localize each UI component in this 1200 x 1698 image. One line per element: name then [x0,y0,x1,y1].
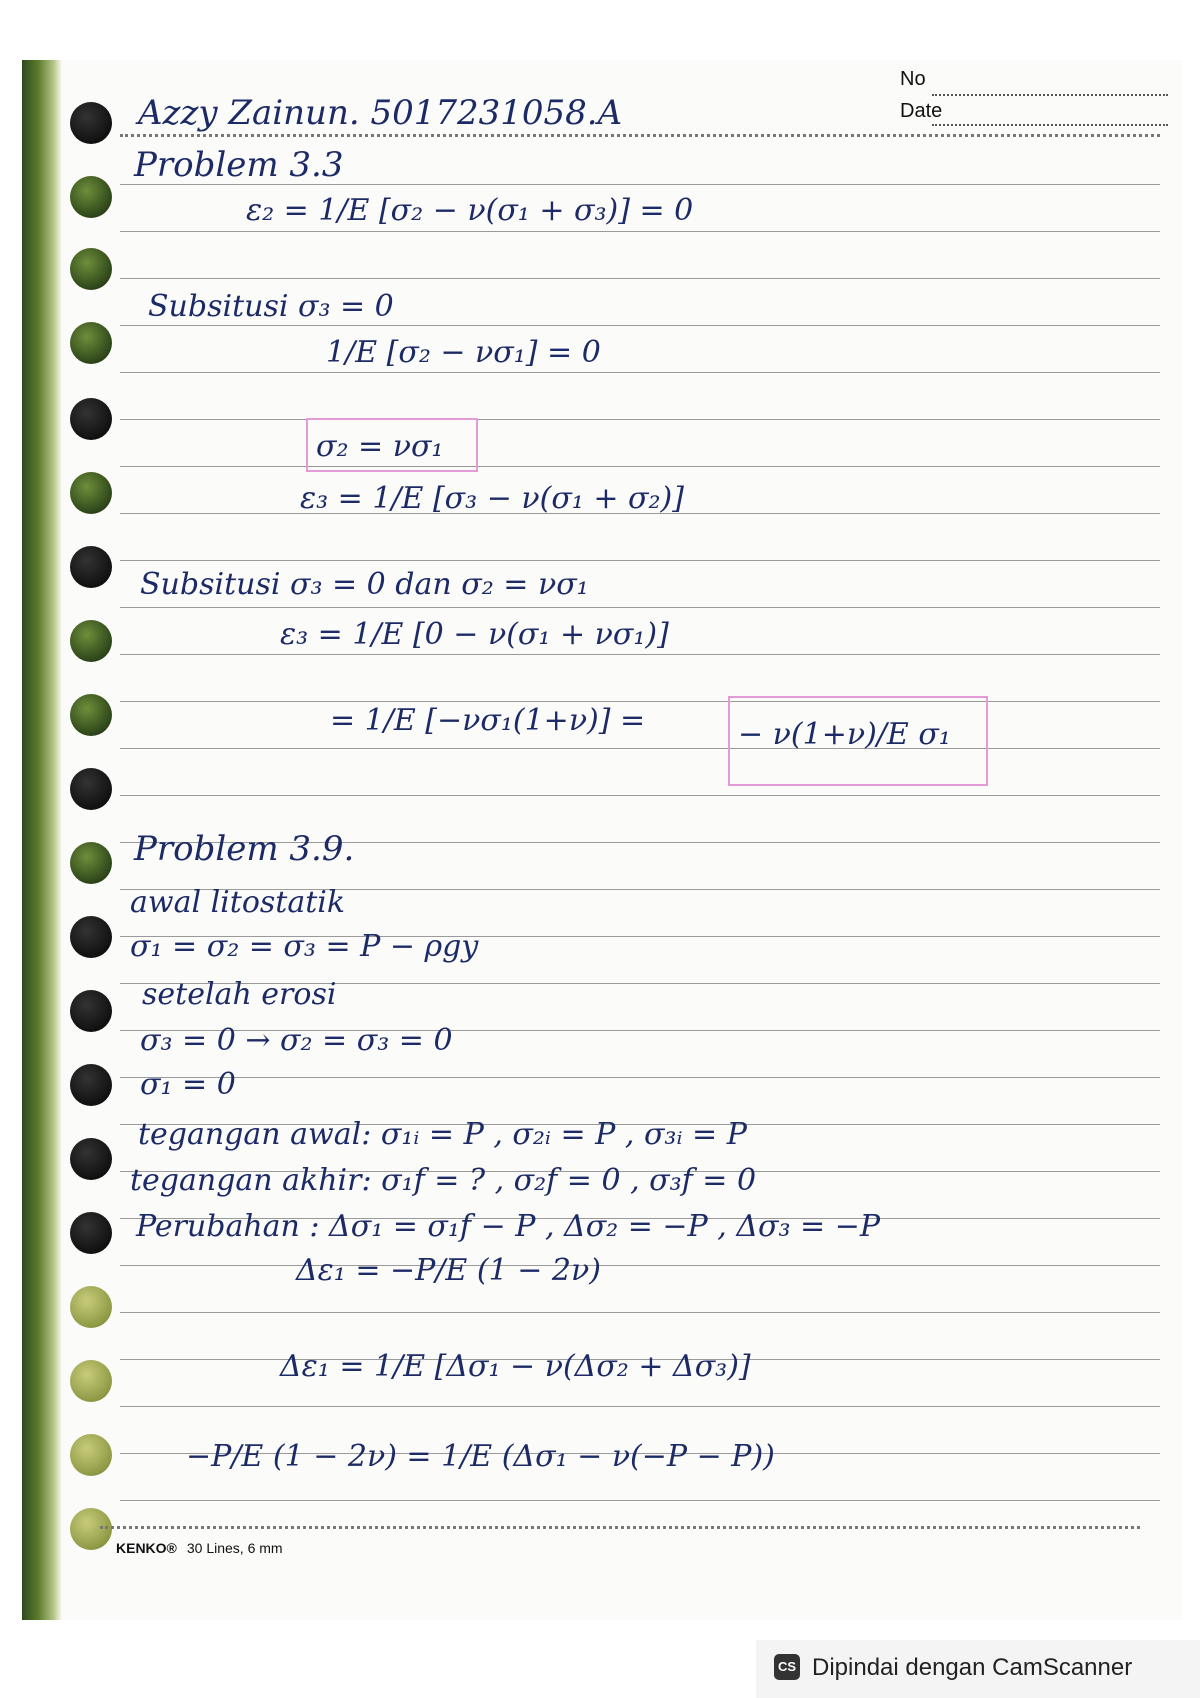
ruled-line [120,654,1160,655]
binder-hole [70,322,112,364]
eq-combined: −P/E (1 − 2ν) = 1/E (Δσ₁ − ν(−P − P)) [186,1439,775,1474]
ruled-line [120,701,1160,702]
final-stress: tegangan akhir: σ₁f = ? , σ₂f = 0 , σ₃f = 0 [130,1163,757,1198]
binder-hole [70,1212,112,1254]
binder-hole [70,1360,112,1402]
eq-epsilon3-simplified: = 1/E [−νσ₁(1+ν)] = [330,703,646,738]
date-label: Date [900,100,943,122]
ruled-line [120,1406,1160,1407]
binder-hole [70,990,112,1032]
binder-hole [70,102,112,144]
binder-hole [70,1064,112,1106]
author-line: Azzy Zainun. 5017231058.A [138,93,623,133]
ruled-line [120,748,1160,749]
binder-hole [70,916,112,958]
substitution-line: Subsitusi σ₃ = 0 [148,289,394,324]
ruled-line [120,466,1160,467]
eq-lithostatic: σ₁ = σ₂ = σ₃ = P − ρgy [130,929,479,964]
page-edge-shadow [22,60,62,1620]
ruled-line [120,795,1160,796]
binder-hole [70,398,112,440]
eq-sigma1-zero: σ₁ = 0 [140,1067,236,1102]
eq-epsilon3-sub: ε₃ = 1/E [0 − ν(σ₁ + νσ₁)] [280,617,669,652]
binder-hole [70,546,112,588]
ruled-line [120,1312,1160,1313]
ruled-line [120,560,1160,561]
ruled-line [120,278,1160,279]
binder-hole [70,1434,112,1476]
substitution-line-2: Subsitusi σ₃ = 0 dan σ₂ = νσ₁ [140,567,589,602]
camscanner-watermark [756,1640,1200,1698]
initial-condition: awal litostatik [130,885,346,920]
ruled-line [120,325,1160,326]
binder-hole [70,768,112,810]
binder-hole [70,176,112,218]
brand-name: KENKO® [116,1540,177,1556]
camscanner-logo-icon: CS [774,1654,800,1680]
binder-hole [70,472,112,514]
eq-step: 1/E [σ₂ − νσ₁] = 0 [326,335,601,370]
ruled-line [120,1077,1160,1078]
binder-hole [70,842,112,884]
eq-sigma2-result: σ₂ = νσ₁ [316,429,444,464]
stress-change: Perubahan : Δσ₁ = σ₁f − P , Δσ₂ = −P , Δσ₃ = −P [136,1209,881,1244]
date-line [932,124,1168,126]
ruled-line [120,607,1160,608]
initial-stress: tegangan awal: σ₁ᵢ = P , σ₂ᵢ = P , σ₃ᵢ = P [138,1117,747,1152]
binder-hole [70,1138,112,1180]
ruled-line [120,231,1160,232]
top-dotted-rule [120,134,1160,137]
ruled-line [120,1500,1160,1501]
problem-3-9-title: Problem 3.9. [134,829,355,869]
camscanner-text: Dipindai dengan CamScanner [812,1654,1133,1681]
eq-after-erosion: σ₃ = 0 → σ₂ = σ₃ = 0 [140,1023,453,1058]
ruled-line [120,419,1160,420]
no-line [932,94,1168,96]
eq-final-answer: − ν(1+ν)/E σ₁ [738,717,951,752]
binder-hole [70,694,112,736]
notebook-brand [116,1540,283,1556]
bottom-dotted-rule [100,1526,1140,1529]
ruled-line [120,1265,1160,1266]
eq-delta-epsilon1: Δε₁ = −P/E (1 − 2ν) [296,1253,601,1288]
ruled-line [120,372,1160,373]
binder-hole [70,620,112,662]
binder-hole [70,1286,112,1328]
binder-hole [70,248,112,290]
problem-3-3-title: Problem 3.3 [134,145,344,185]
binder-hole [70,1508,112,1550]
eq-delta-epsilon1-general: Δε₁ = 1/E [Δσ₁ − ν(Δσ₂ + Δσ₃)] [280,1349,751,1384]
eq-epsilon3: ε₃ = 1/E [σ₃ − ν(σ₁ + σ₂)] [300,481,684,516]
eq-epsilon2: ε₂ = 1/E [σ₂ − ν(σ₁ + σ₃)] = 0 [246,193,694,228]
no-label: No [900,68,926,90]
after-erosion: setelah erosi [142,977,337,1012]
brand-spec: 30 Lines, 6 mm [186,1540,283,1556]
